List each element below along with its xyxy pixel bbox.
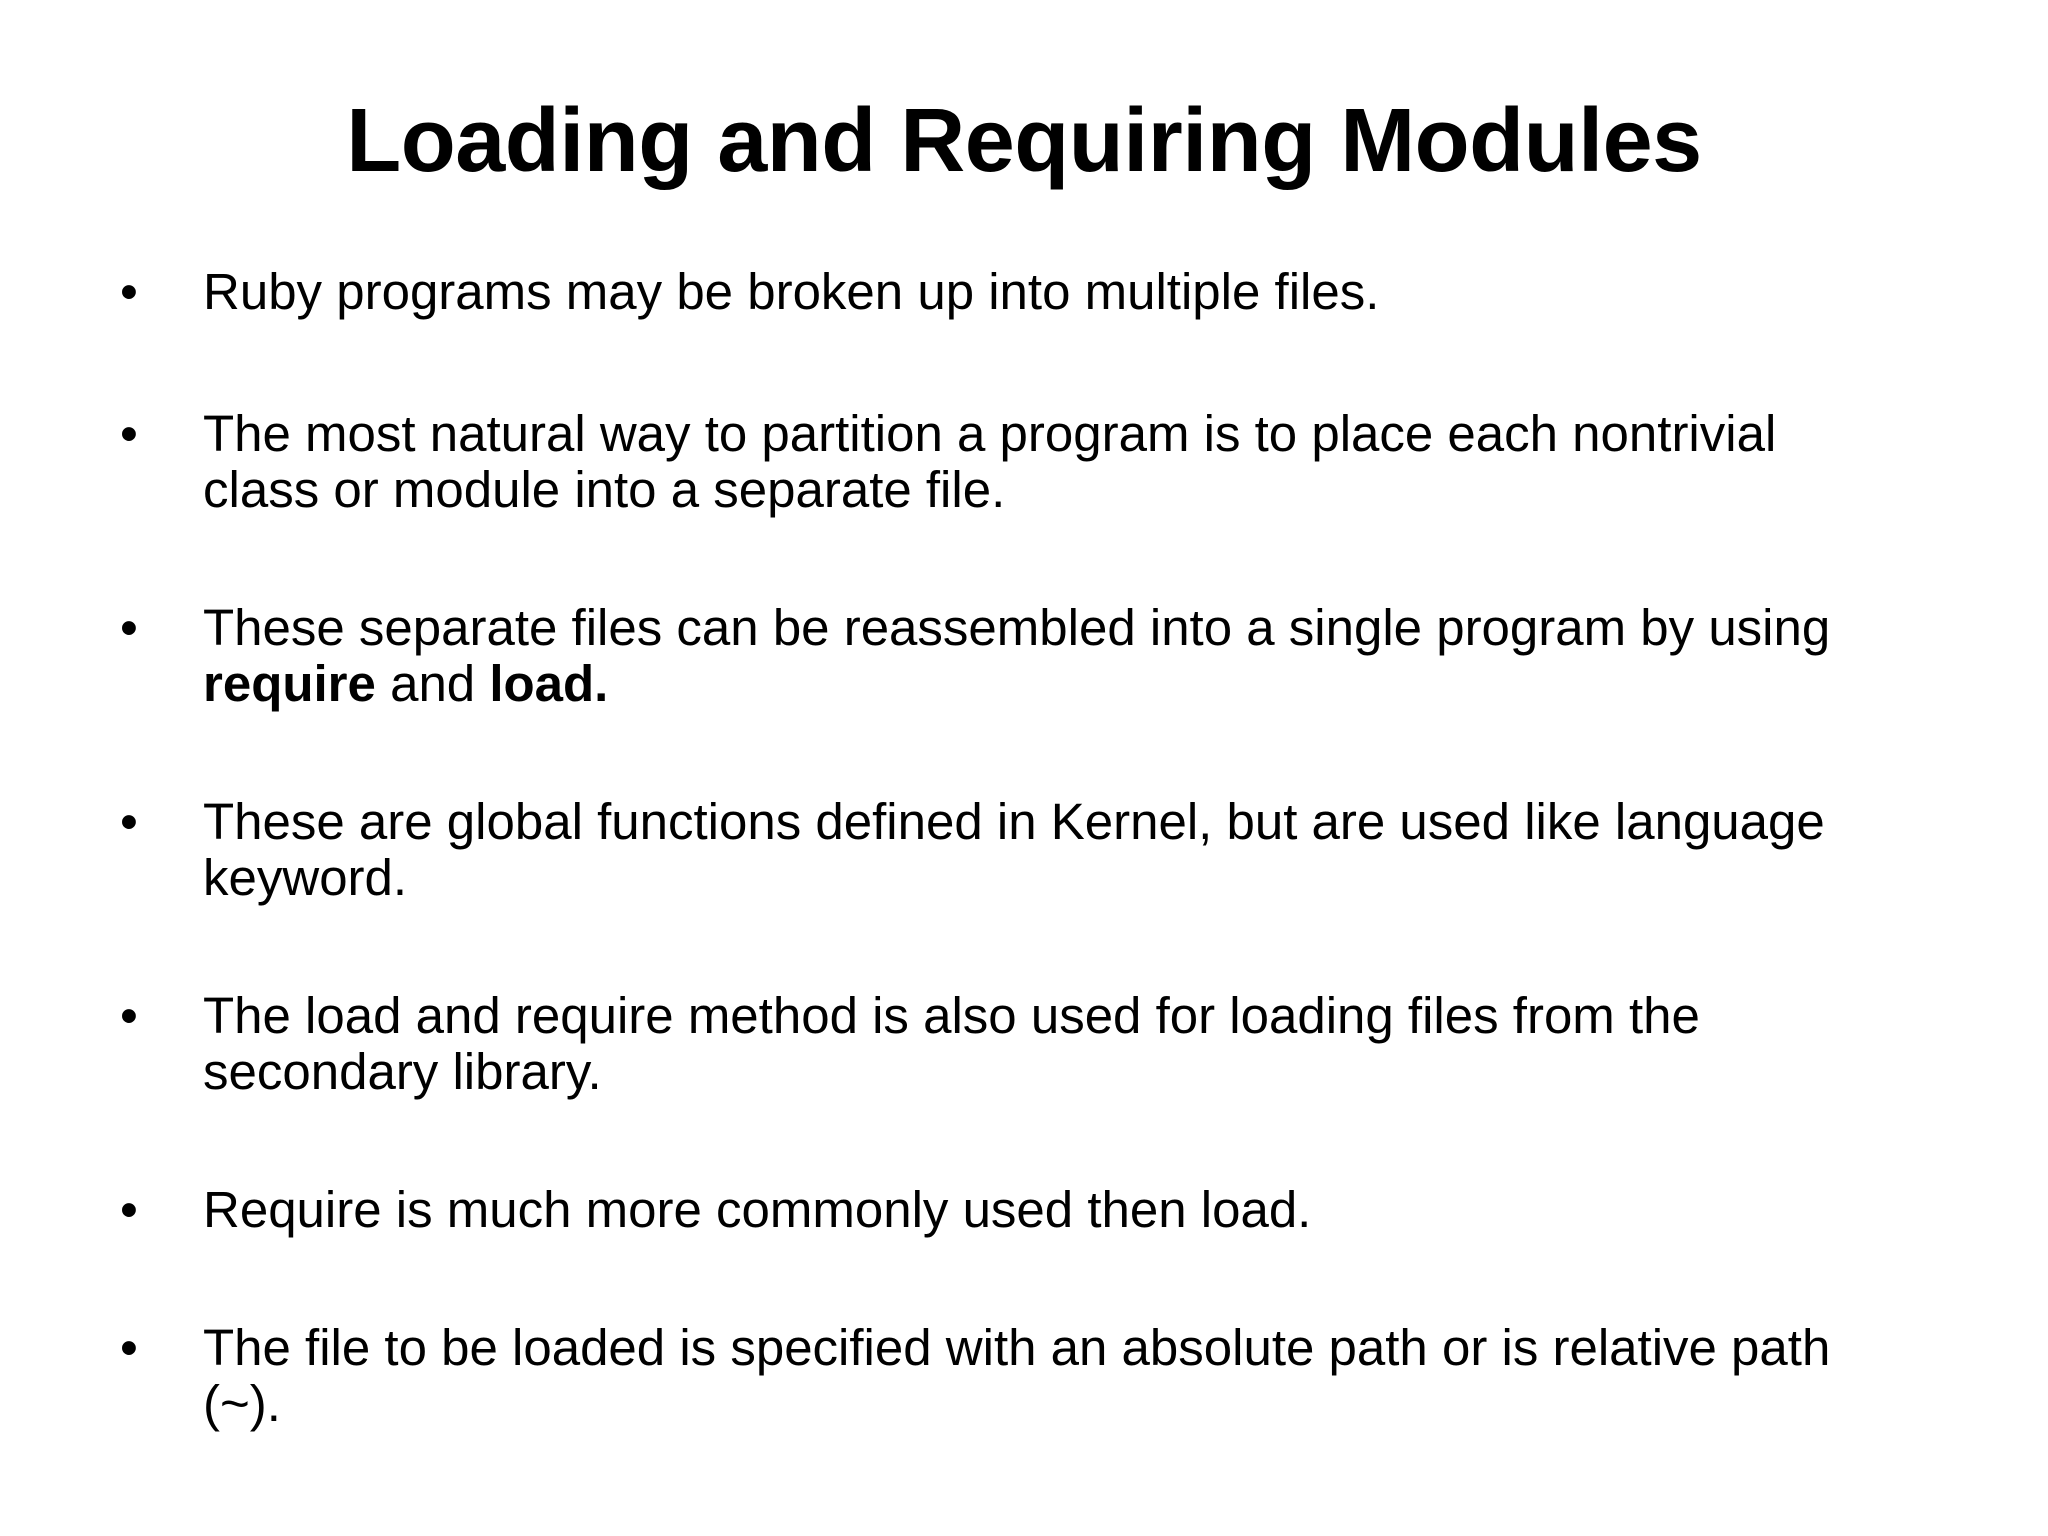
- bullet-text: [203, 406, 1943, 518]
- bullet-marker: •: [120, 263, 138, 320]
- bullet-text: [203, 1320, 1943, 1432]
- bullet-line: class or module into a separate file.: [203, 461, 1006, 518]
- bullet-line: The most natural way to partition a program is to place each nontrivial: [203, 405, 1777, 462]
- slide-title: Loading and Requiring Modules: [346, 91, 1702, 191]
- bullet-line: Require is much more commonly used then load.: [203, 1181, 1312, 1238]
- bullet-line: These separate files can be reassembled into a single program by using: [203, 599, 1831, 656]
- bullet-line: keyword.: [203, 849, 408, 906]
- keyword-load: load.: [489, 655, 609, 712]
- bullet-marker: •: [120, 405, 138, 462]
- bullet-text: [203, 600, 1943, 712]
- bullet-text: [203, 988, 1943, 1100]
- bullet-marker: •: [120, 599, 138, 656]
- bullet-text: [203, 264, 1943, 320]
- bullet-line: secondary library.: [203, 1043, 602, 1100]
- bullet-line: [203, 656, 1943, 712]
- bullet-marker: •: [120, 1181, 138, 1238]
- bullet-marker: •: [120, 1319, 138, 1376]
- bullet-line: The file to be loaded is specified with an absolute path or is relative path: [203, 1319, 1831, 1376]
- conjunction-text: and: [375, 655, 490, 712]
- bullet-text: [203, 1182, 1943, 1238]
- bullet-line: (~).: [203, 1375, 281, 1432]
- keyword-require: require: [203, 655, 376, 712]
- bullet-marker: •: [120, 987, 138, 1044]
- bullet-line: These are global functions defined in Kernel, but are used like language: [203, 793, 1825, 850]
- bullet-line: The load and require method is also used for loading files from the: [203, 987, 1700, 1044]
- bullet-marker: •: [120, 793, 138, 850]
- bullet-line: Ruby programs may be broken up into multiple files.: [203, 263, 1380, 320]
- bullet-text: [203, 794, 1943, 906]
